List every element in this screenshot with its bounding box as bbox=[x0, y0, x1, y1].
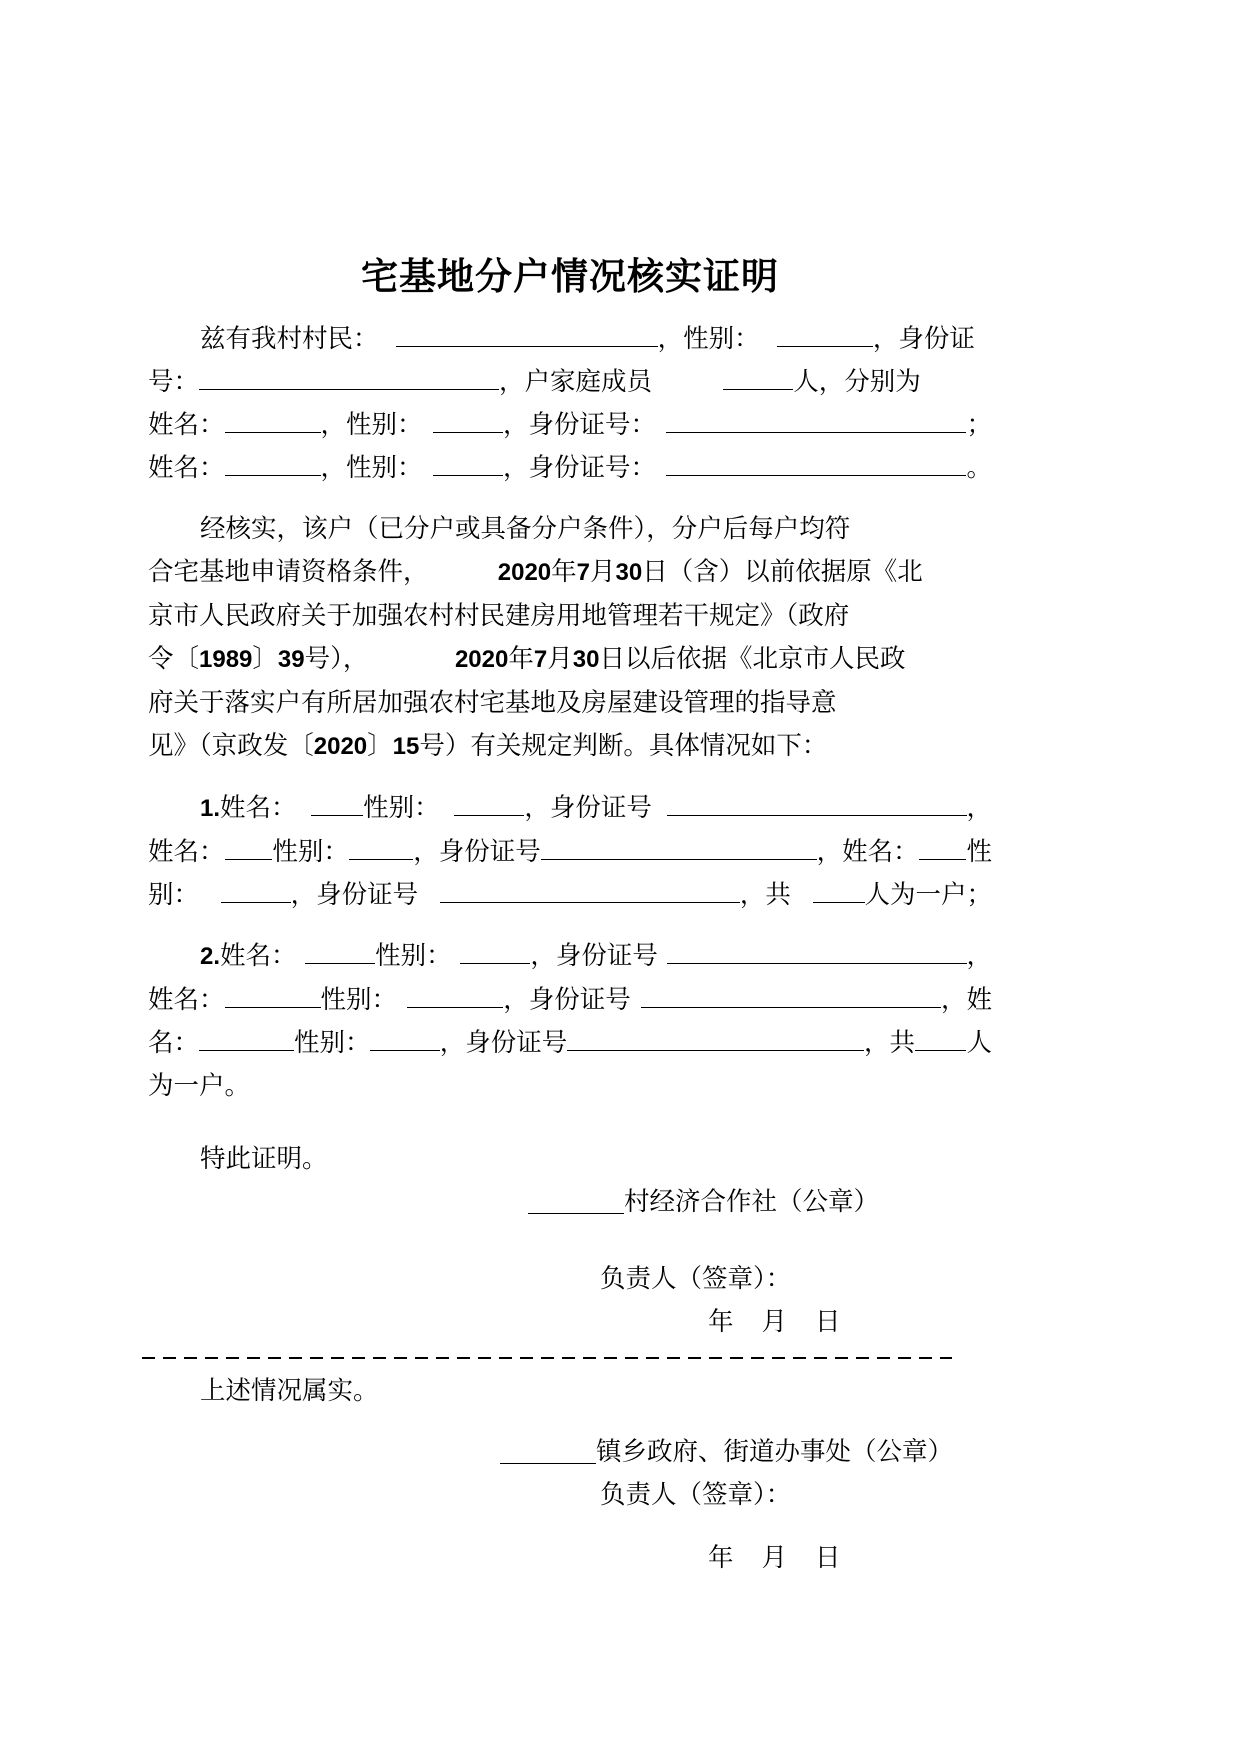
text-line bbox=[148, 403, 992, 446]
township-stamp-line bbox=[148, 1430, 992, 1473]
item2-p2-id-blank[interactable] bbox=[641, 982, 941, 1008]
section-divider bbox=[142, 1357, 952, 1359]
member1-name-label: 姓名： bbox=[148, 410, 225, 440]
item1-p3-name-label: 姓名： bbox=[842, 837, 919, 867]
p2-line2-rest: 日（含）以前依据原《北 bbox=[642, 557, 923, 587]
item1-p3-id-blank[interactable] bbox=[440, 877, 740, 903]
comma: ， bbox=[864, 1028, 890, 1058]
text-line bbox=[148, 978, 992, 1021]
item2-p3-id-label: 身份证号 bbox=[465, 1028, 568, 1058]
text-line bbox=[148, 1021, 992, 1064]
month-char: 月 bbox=[590, 557, 616, 587]
item2-p1-id-blank[interactable] bbox=[667, 938, 967, 964]
day-30-b: 30 bbox=[572, 646, 600, 674]
p2-line1: 经核实，该户（已分户或具备分户条件），分户后每户均符 bbox=[200, 514, 851, 544]
comma: ， bbox=[657, 324, 684, 354]
p2-line5: 府关于落实户有所居加强农村宅基地及房屋建设管理的指导意 bbox=[148, 688, 837, 718]
text-line bbox=[148, 934, 992, 978]
item2-p1-name-label: 姓名： bbox=[220, 941, 297, 971]
p2-line6-a: 见》（京政发〔 bbox=[148, 731, 314, 761]
village-stamp-line bbox=[148, 1180, 992, 1223]
p2-line2-a: 合宅基地申请资格条件， bbox=[148, 557, 429, 587]
member1-name-blank[interactable] bbox=[225, 407, 321, 433]
page-title: 宅基地分户情况核实证明 bbox=[361, 257, 779, 298]
decree-no-39: 39 bbox=[277, 646, 305, 674]
household-member-count-blank[interactable] bbox=[723, 364, 793, 390]
bracket-close: 〕 bbox=[367, 731, 393, 761]
member1-gender-label: 性别： bbox=[346, 410, 423, 440]
item1-p3-gender-head: 性 bbox=[966, 837, 992, 867]
household-item-2 bbox=[148, 934, 992, 1107]
applicant-id-blank[interactable] bbox=[199, 364, 499, 390]
township-responsible-line bbox=[148, 1473, 992, 1516]
member2-id-label: 身份证号： bbox=[528, 453, 657, 483]
member1-id-label: 身份证号： bbox=[528, 410, 657, 440]
text-line bbox=[148, 681, 992, 724]
item1-total-count-blank[interactable] bbox=[813, 877, 865, 903]
day-30: 30 bbox=[615, 559, 643, 587]
township-date-year[interactable]: 年 bbox=[708, 1543, 734, 1573]
item2-p2-id-label: 身份证号 bbox=[528, 985, 631, 1015]
bracket-close: 〕 bbox=[252, 644, 278, 674]
item1-p1-gender-label: 性别： bbox=[363, 793, 440, 823]
comma: ， bbox=[503, 410, 529, 440]
member2-name-blank[interactable] bbox=[225, 450, 321, 476]
p2-line3: 京市人民政府关于加强农村村民建房用地管理若干规定》（政府 bbox=[148, 601, 850, 631]
item2-p3-name-tail: 名： bbox=[148, 1028, 200, 1058]
text-line bbox=[148, 550, 992, 594]
text-line bbox=[148, 873, 992, 916]
month-7-b: 7 bbox=[533, 646, 548, 674]
member1-id-blank[interactable] bbox=[666, 407, 966, 433]
item1-p2-name-blank[interactable] bbox=[225, 834, 273, 860]
item2-p3-id-blank[interactable] bbox=[567, 1025, 864, 1051]
comma: ， bbox=[290, 880, 317, 910]
item2-p1-id-label: 身份证号 bbox=[555, 941, 658, 971]
item1-p3-name-blank[interactable] bbox=[919, 834, 967, 860]
paragraph-verification-basis bbox=[148, 507, 992, 768]
township-date-line bbox=[148, 1536, 841, 1579]
item1-p2-gender-label: 性别： bbox=[272, 837, 349, 867]
comma: ， bbox=[503, 985, 529, 1015]
month-7: 7 bbox=[576, 559, 591, 587]
year-char: 年 bbox=[551, 557, 577, 587]
text-line bbox=[148, 1369, 992, 1412]
township-block bbox=[148, 1369, 992, 1579]
village-date-day[interactable]: 日 bbox=[815, 1307, 841, 1337]
year-2020: 2020 bbox=[497, 559, 552, 587]
opinion-year-2020: 2020 bbox=[313, 733, 368, 761]
p2-line4-c: 日以后依据《北京市人民政 bbox=[599, 644, 906, 674]
household-members-prefix: ，户家庭成员 bbox=[499, 367, 653, 397]
comma: ， bbox=[320, 410, 347, 440]
semicolon: ； bbox=[966, 410, 992, 440]
text-line bbox=[148, 360, 992, 403]
document-content bbox=[148, 255, 992, 1579]
item2-p3-name-head: 姓 bbox=[966, 985, 992, 1015]
applicant-gender-blank[interactable] bbox=[777, 321, 873, 347]
comma: ， bbox=[439, 1028, 466, 1058]
item2-total-prefix: 共 bbox=[889, 1028, 916, 1058]
item2-p2-gender-blank[interactable] bbox=[407, 982, 503, 1008]
village-responsible-line bbox=[148, 1257, 992, 1300]
village-name-blank[interactable] bbox=[528, 1188, 624, 1214]
comma: ， bbox=[739, 880, 766, 910]
item1-p2-name-label: 姓名： bbox=[148, 837, 225, 867]
item2-p3-gender-blank[interactable] bbox=[370, 1025, 439, 1051]
item2-p1-gender-label: 性别： bbox=[375, 941, 452, 971]
item1-p2-id-blank[interactable] bbox=[541, 834, 817, 860]
village-date-month[interactable]: 月 bbox=[761, 1307, 788, 1337]
id-label-tail: 号： bbox=[148, 367, 200, 397]
item-1-number: 1. bbox=[200, 795, 221, 823]
item1-total-prefix: 共 bbox=[765, 880, 791, 910]
text-line bbox=[148, 317, 992, 360]
opinion-no-15: 15 bbox=[392, 733, 420, 761]
comma: ， bbox=[872, 324, 899, 354]
item1-p3-id-label: 身份证号 bbox=[316, 880, 419, 910]
member2-id-blank[interactable] bbox=[666, 450, 966, 476]
item1-p1-name-label: 姓名： bbox=[220, 793, 297, 823]
text-line bbox=[148, 507, 992, 550]
township-statement: 上述情况属实。 bbox=[200, 1376, 379, 1406]
village-date-line bbox=[148, 1300, 841, 1343]
village-date-year[interactable]: 年 bbox=[708, 1307, 734, 1337]
item2-p3-name-blank[interactable] bbox=[199, 1025, 294, 1051]
item1-p2-id-label: 身份证号 bbox=[438, 837, 541, 867]
text-line bbox=[148, 724, 992, 768]
text-line bbox=[148, 1137, 992, 1180]
paragraph-applicant-info bbox=[148, 317, 992, 489]
year-char: 年 bbox=[508, 644, 534, 674]
item2-p2-name-label: 姓名： bbox=[148, 985, 225, 1015]
comma: ， bbox=[524, 793, 550, 823]
gender-label: 性别： bbox=[683, 324, 760, 354]
member2-gender-blank[interactable] bbox=[433, 450, 503, 476]
item1-p1-id-label: 身份证号 bbox=[549, 793, 652, 823]
text-line bbox=[148, 1064, 992, 1107]
text-line bbox=[148, 446, 992, 489]
decree-year-1989: 1989 bbox=[199, 646, 253, 674]
comma: ， bbox=[816, 837, 843, 867]
item2-p3-gender-label: 性别： bbox=[293, 1028, 371, 1058]
comma: ， bbox=[966, 941, 993, 971]
applicant-name-blank[interactable] bbox=[396, 321, 658, 347]
item2-p1-name-blank[interactable] bbox=[305, 938, 375, 964]
year-2020-b: 2020 bbox=[454, 646, 509, 674]
item2-p2-gender-label: 性别： bbox=[320, 985, 398, 1015]
township-date-month[interactable]: 月 bbox=[761, 1543, 788, 1573]
item2-p1-gender-blank[interactable] bbox=[460, 938, 530, 964]
household-members-suffix: 人，分别为 bbox=[793, 367, 921, 397]
township-name-blank[interactable] bbox=[500, 1438, 596, 1464]
text-line bbox=[148, 594, 992, 637]
item1-p1-name-blank[interactable] bbox=[311, 790, 363, 816]
certify-text: 特此证明。 bbox=[200, 1144, 328, 1174]
item1-p3-gender-tail: 别： bbox=[148, 880, 200, 910]
township-date-day[interactable]: 日 bbox=[815, 1543, 841, 1573]
item-2-number: 2. bbox=[200, 943, 221, 971]
text-line bbox=[148, 830, 992, 873]
p2-line4-a: 令〔 bbox=[148, 644, 200, 674]
id-label-head: 身份证 bbox=[898, 324, 975, 354]
item2-tail: 为一户。 bbox=[148, 1071, 251, 1101]
comma: ， bbox=[940, 985, 967, 1015]
township-stamp-label: 镇乡政府、街道办事处（公章） bbox=[596, 1437, 954, 1467]
comma: ， bbox=[966, 793, 993, 823]
item2-total-count-blank[interactable] bbox=[915, 1025, 966, 1051]
item1-p2-gender-blank[interactable] bbox=[349, 834, 413, 860]
township-responsible-label: 负责人（签章）： bbox=[600, 1480, 792, 1510]
comma: ， bbox=[413, 837, 439, 867]
comma: ， bbox=[503, 453, 529, 483]
member1-gender-blank[interactable] bbox=[433, 407, 503, 433]
month-char: 月 bbox=[547, 644, 573, 674]
text-line bbox=[148, 786, 992, 830]
comma: ， bbox=[530, 941, 556, 971]
p2-line6-b: 号）有关规定判断。具体情况如下： bbox=[419, 731, 828, 761]
member2-name-label: 姓名： bbox=[148, 453, 225, 483]
item1-total-suffix: 人为一户； bbox=[864, 880, 993, 910]
village-responsible-label: 负责人（签章）： bbox=[600, 1264, 792, 1294]
item1-p1-id-blank[interactable] bbox=[667, 790, 967, 816]
comma: ， bbox=[320, 453, 347, 483]
p2-line4-b: 号）， bbox=[304, 644, 369, 674]
household-item-1 bbox=[148, 786, 992, 916]
closing-block bbox=[148, 1137, 992, 1343]
member2-gender-label: 性别： bbox=[346, 453, 423, 483]
p1-line1-lead: 兹有我村村民： bbox=[200, 324, 379, 354]
item2-total-suffix: 人 bbox=[966, 1028, 992, 1058]
text-line bbox=[148, 637, 992, 681]
village-stamp-label: 村经济合作社（公章） bbox=[624, 1187, 880, 1217]
item2-p2-name-blank[interactable] bbox=[225, 982, 321, 1008]
period: 。 bbox=[966, 453, 992, 483]
item1-p1-gender-blank[interactable] bbox=[454, 790, 524, 816]
item1-p3-gender-blank[interactable] bbox=[221, 877, 291, 903]
